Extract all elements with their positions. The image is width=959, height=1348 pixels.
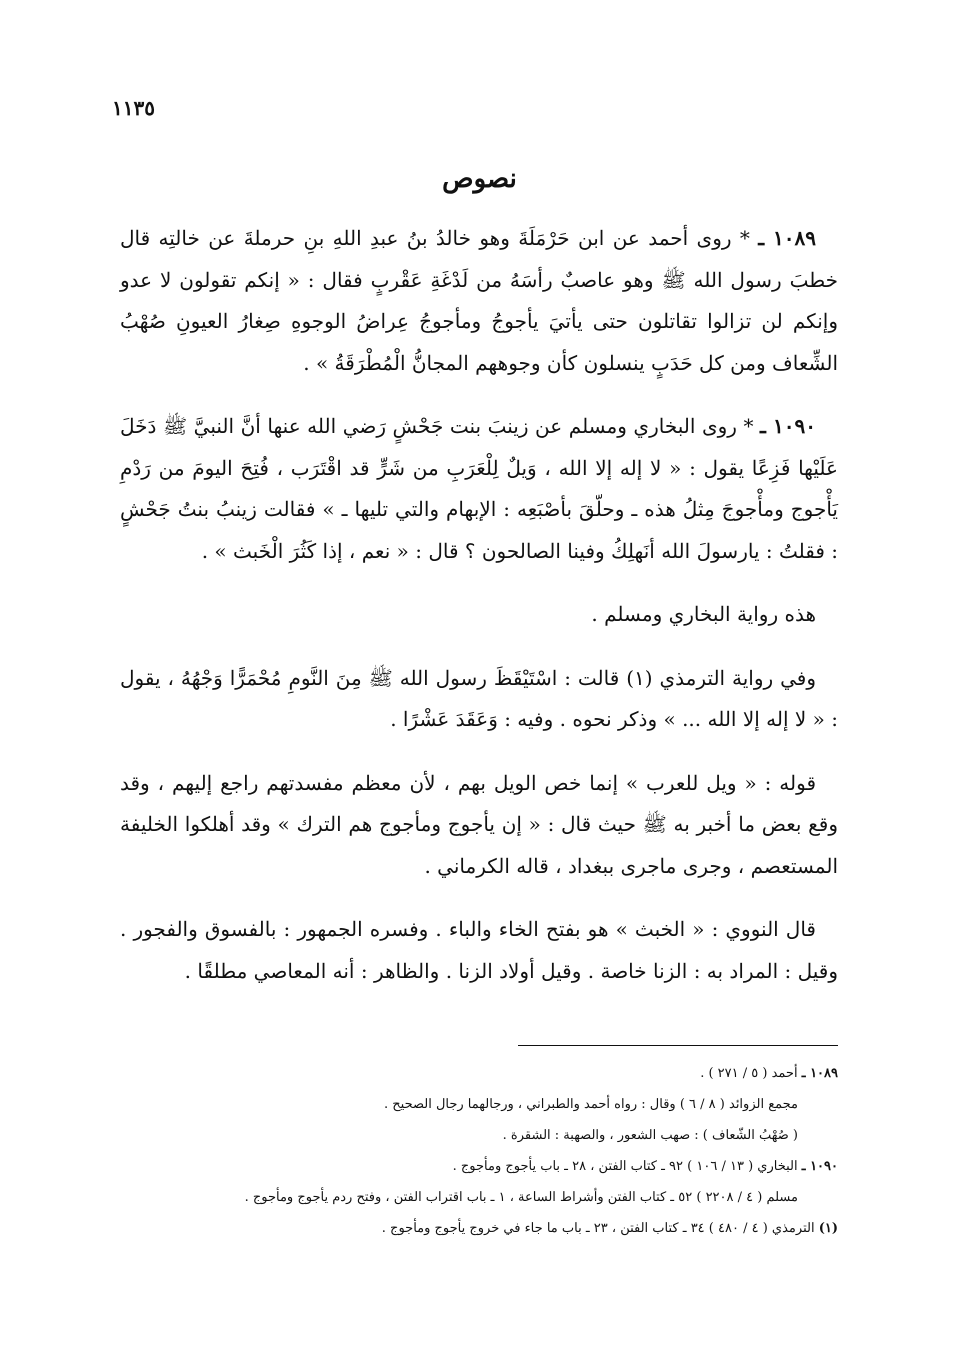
footnote-text: أحمد ( ٥ / ٢٧١ ) . bbox=[700, 1066, 798, 1081]
footnote bbox=[120, 1058, 838, 1089]
paragraph-1089 bbox=[120, 218, 838, 384]
paragraph-commentary bbox=[120, 763, 838, 888]
paragraph-text: * روى البخاري ومسلم عن زينبَ بنت جَحْشٍ رَضي الله عنها أنَّ النبيَّ ﷺ دَخَلَ عَلَيْها فَزِعًا يقول : « لا إله إلا الله ، وَيلٌ لِلْعَرَبِ من شَرٍّ قد اقْتَرَب ، فُتِحَ اليومَ من رَدْمِ يَأْجوج ومأْجوجَ مِثلُ هذه ـ وحلّقَ بأصْبَعِه : الإبهام والتي تليها ـ » فقالت زينبُ بنتُ جَحْشٍ : فقلتُ : يارسولَ الله أنَهلِكُ وفينا الصالحون ؟ قال : « نعم ، إذا كَثُرَ الْخَبث » . bbox=[120, 414, 838, 563]
section-title: نصوص bbox=[442, 164, 517, 194]
paragraph-nawawi bbox=[120, 909, 838, 992]
paragraph-text: قوله : « ويل للعرب » إنما خص الويل بهم ، لأن معظم مفسدتهم راجع إليهم ، وقد وقع بعض ما أخبر به ﷺ حيث قال : « إن يأجوج ومأجوج هم الترك » وقد أهلكوا الخليفة المستعصم ، وجرى ماجرى ببغداد ، قاله الكرماني . bbox=[120, 770, 838, 878]
footnote bbox=[120, 1182, 838, 1213]
hadith-number: ١٠٩٠ ـ bbox=[760, 414, 816, 438]
footnote-number: ١٠٨٩ ـ bbox=[801, 1066, 838, 1081]
paragraph-text: قال النووي : « الخبث » هو بفتح الخاء والباء . وفسره الجمهور : بالفسوق والفجور . وقيل : المراد به : الزنا خاصة . وقيل أولاد الزنا . والظاهر : أنه المعاصي مطلقًا . bbox=[120, 917, 838, 983]
paragraph-tirmidhi-narration bbox=[120, 658, 838, 741]
main-text bbox=[120, 218, 838, 1014]
paragraph-text: هذه رواية البخاري ومسلم . bbox=[591, 602, 816, 626]
footnote-text: البخاري ( ١٣ / ١٠٦ ) ٩٢ ـ كتاب الفتن ، ٢٨ ـ باب يأجوج ومأجوج . bbox=[452, 1159, 798, 1174]
paragraph-text: وفي رواية الترمذي (١) قالت : اسْتَيْقَظَ رسول الله ﷺ مِنَ النَّومِ مُحْمَرًّا وَجْهُهُ ، يقول : « لا إله إلا الله ... » وذكر نحوه . وفيه : وَعَقَدَ عَشْرًا . bbox=[120, 665, 838, 731]
page-number: ١١٣٥ bbox=[112, 96, 155, 120]
footnote-number: (١) bbox=[818, 1221, 838, 1236]
footnote bbox=[120, 1120, 838, 1151]
paragraph-1090 bbox=[120, 406, 838, 572]
paragraph-text: * روى أحمد عن ابن حَرْمَلَةَ وهو خالدُ بنُ عبدِ اللهِ بنِ حرملةَ عن خالتِه قال خطبَ رسول الله ﷺ وهو عاصبٌ رأسَهُ من لَدْغَةِ عَقْربٍ فقال : « إنكم تقولون لا عدو وإنكم لن تزالوا تقاتلون حتى يأتيَ يأجوجُ ومأجوجُ عِراضُ الوجوهِ صِغارُ العيونِ صُهْبُ الشِّعاف ومن كل حَدَبٍ ينسلون كأن وجوههم المجانُّ الْمُطْرَقَةُ » . bbox=[120, 226, 838, 375]
footnote-text: ( صُهْبُ الشّعاف ) : صهب الشعور ، والصهبة : الشقرة . bbox=[502, 1128, 798, 1143]
footnotes bbox=[120, 1058, 838, 1244]
footnote bbox=[120, 1213, 838, 1244]
footnote-divider bbox=[518, 1045, 838, 1046]
footnote-text: مسلم ( ٤ / ٢٢٠٨ ) ٥٢ ـ كتاب الفتن وأشراط الساعة ، ١ ـ باب اقتراب الفتن ، وفتح ردم يأجوج ومأجوج . bbox=[244, 1190, 798, 1205]
paragraph-narration-note bbox=[120, 594, 838, 636]
footnote-text: الترمذي ( ٤ / ٤٨٠ ) ٣٤ ـ كتاب الفتن ، ٢٣ ـ باب ما جاء في خروج يأجوج ومأجوج . bbox=[381, 1221, 815, 1236]
hadith-number: ١٠٨٩ ـ bbox=[758, 226, 816, 250]
footnote bbox=[120, 1089, 838, 1120]
footnote-number: ١٠٩٠ ـ bbox=[801, 1159, 838, 1174]
footnote bbox=[120, 1151, 838, 1182]
footnote-text: مجمع الزوائد ( ٨ / ٦ ) وقال : رواه أحمد والطبراني ، ورجالهما رجال الصحيح . bbox=[384, 1097, 798, 1112]
